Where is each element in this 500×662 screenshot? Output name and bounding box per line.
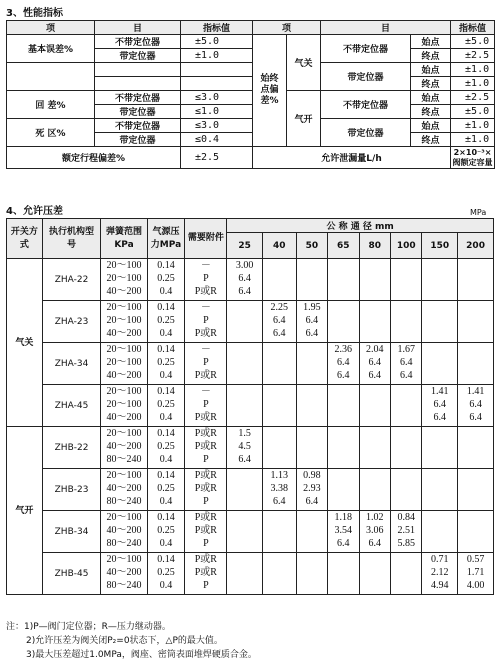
acc-value: P: [203, 580, 209, 591]
pressure-value: 6.4: [337, 357, 350, 368]
air-value: 0.14: [157, 260, 175, 271]
acc-value: P或R: [194, 470, 217, 481]
model-cell: ZHB-23: [42, 469, 101, 511]
air-value: 0.25: [157, 399, 175, 410]
model-cell: ZHA-23: [42, 301, 101, 343]
pressure-value: 6.4: [368, 357, 382, 368]
spring-cell: [101, 343, 147, 385]
acc-value: P: [203, 496, 209, 507]
pressure-value: 0.57: [466, 554, 485, 565]
dn-value-cell: [263, 385, 297, 427]
header-sub: 目: [95, 21, 181, 35]
pressure-value: 1.71: [466, 567, 485, 578]
dn-value-cell: [391, 553, 422, 595]
acc-cell: [185, 259, 227, 301]
acc-cell: [185, 301, 227, 343]
spring-value: 40～200: [106, 441, 142, 452]
acc-value: －: [200, 260, 211, 271]
value: ≤3.0: [181, 119, 253, 133]
label-no-positioner: 不带定位器: [321, 91, 411, 119]
acc-value: P或R: [194, 567, 217, 578]
air-cell: [147, 385, 185, 427]
label-with-positioner: 带定位器: [321, 119, 411, 147]
acc-cell: [185, 385, 227, 427]
pressure-value: 2.51: [397, 525, 415, 536]
spring-value: 80～240: [106, 580, 142, 591]
spring-cell: [101, 385, 147, 427]
pressure-value: 0.84: [397, 512, 415, 523]
header-air-pressure: 气源压力MPa: [147, 219, 185, 259]
air-value: 0.4: [159, 286, 173, 297]
spring-value: 40～200: [106, 483, 142, 494]
spring-value: 40～200: [106, 525, 142, 536]
spring-value: 20～100: [106, 273, 142, 284]
dn-value-cell: [391, 511, 422, 553]
acc-cell: [185, 511, 227, 553]
pressure-value: 2.25: [270, 302, 289, 313]
value: ±1.0: [451, 133, 495, 147]
note-1: 注：1)P—阀门定位器；R—压力继动器。: [6, 622, 171, 632]
acc-value: P或R: [194, 441, 217, 452]
dn-value-cell: [328, 301, 359, 343]
air-value: 0.4: [159, 538, 173, 549]
spring-value: 80～240: [106, 454, 142, 465]
label-no-positioner: 不带定位器: [321, 35, 411, 63]
dn-value-cell: [458, 427, 494, 469]
dn-value-cell: [227, 343, 263, 385]
pressure-value: 4.94: [431, 580, 449, 591]
air-cell: [147, 343, 185, 385]
value: ±2.5: [451, 49, 495, 63]
dn-value-cell: [296, 259, 327, 301]
row-rated-stroke: 额定行程偏差%: [7, 147, 181, 169]
air-cell: [147, 553, 185, 595]
header-dn: 80: [359, 233, 390, 259]
header-item-right: 项: [253, 21, 321, 35]
dn-value-cell: [391, 301, 422, 343]
dn-value-cell: [422, 301, 458, 343]
pressure-value: 1.41: [466, 386, 485, 397]
spring-value: 80～240: [106, 496, 142, 507]
spring-cell: [101, 301, 147, 343]
pressure-value: 3.38: [270, 483, 289, 494]
mode-cell: 气开: [7, 427, 43, 595]
dn-value-cell: [391, 469, 422, 511]
dn-value-cell: [296, 469, 327, 511]
acc-cell: [185, 343, 227, 385]
spring-value: 20～100: [106, 399, 142, 410]
dn-value-cell: [359, 343, 390, 385]
acc-value: －: [200, 344, 211, 355]
pressure-value: 3.06: [366, 525, 384, 536]
spring-cell: [101, 259, 147, 301]
air-value: 0.25: [157, 441, 175, 452]
label-no-positioner: 不带定位器: [95, 91, 181, 105]
pressure-value: 0.71: [431, 554, 449, 565]
acc-value: P: [203, 315, 209, 326]
acc-cell: [185, 469, 227, 511]
pressure-value: 6.4: [273, 315, 286, 326]
model-cell: ZHB-34: [42, 511, 101, 553]
dn-value-cell: [227, 259, 263, 301]
dn-value-cell: [296, 511, 327, 553]
acc-value: －: [200, 302, 211, 313]
pressure-value: 2.93: [303, 483, 321, 494]
dn-value-cell: [359, 259, 390, 301]
value: ≤0.4: [181, 133, 253, 147]
air-cell: [147, 427, 185, 469]
label-no-positioner: 不带定位器: [95, 35, 181, 49]
label-end: 终点: [411, 49, 451, 63]
value: ±5.0: [451, 35, 495, 49]
value: ≤1.0: [181, 105, 253, 119]
dn-value-cell: [422, 427, 458, 469]
label-air-open: 气开: [287, 91, 321, 147]
pressure-value: 6.4: [305, 328, 319, 339]
header-value-right: 指标值: [451, 21, 495, 35]
label-start: 始点: [411, 91, 451, 105]
dn-value-cell: [391, 259, 422, 301]
acc-value: P或R: [194, 286, 217, 297]
spring-cell: [101, 553, 147, 595]
spring-value: 20～100: [106, 315, 142, 326]
pressure-value: 2.36: [334, 344, 353, 355]
header-dn: 150: [422, 233, 458, 259]
pressure-value: 6.4: [368, 538, 382, 549]
dn-value-cell: [359, 469, 390, 511]
spring-value: 40～200: [106, 567, 142, 578]
dn-value-cell: [328, 511, 359, 553]
value: ±1.0: [451, 119, 495, 133]
air-value: 0.25: [157, 357, 175, 368]
spring-value: 20～100: [106, 260, 142, 271]
acc-value: P或R: [194, 512, 217, 523]
spring-value: 20～100: [106, 512, 142, 523]
pressure-value: 1.13: [270, 470, 289, 481]
dn-value-cell: [296, 427, 327, 469]
dn-value-cell: [328, 259, 359, 301]
spring-value: 20～100: [106, 554, 142, 565]
pressure-value: 3.54: [334, 525, 353, 536]
value: ±1.0: [181, 49, 253, 63]
spring-value: 20～100: [106, 470, 142, 481]
pressure-value: 6.4: [469, 399, 482, 410]
label-no-positioner: 不带定位器: [95, 119, 181, 133]
dn-value-cell: [458, 343, 494, 385]
header-switch-mode: 开关方式: [7, 219, 43, 259]
label-start: 始点: [411, 63, 451, 77]
label-start: 始点: [411, 119, 451, 133]
spring-value: 40～200: [106, 286, 142, 297]
dn-value-cell: [296, 553, 327, 595]
section-title-performance: 3、性能指标: [6, 8, 63, 19]
spring-value: 20～100: [106, 357, 142, 368]
air-value: 0.25: [157, 483, 175, 494]
value: ±1.0: [451, 77, 495, 91]
model-cell: ZHA-22: [42, 259, 101, 301]
air-cell: [147, 259, 185, 301]
value: ≤3.0: [181, 91, 253, 105]
pressure-value: 6.4: [238, 454, 251, 465]
value-leakage: 2×10⁻³×阀额定容量: [452, 147, 493, 167]
dn-value-cell: [391, 343, 422, 385]
label-with-positioner: 带定位器: [321, 63, 411, 91]
value: ±5.0: [181, 35, 253, 49]
pressure-value: 1.95: [303, 302, 321, 313]
label-air-close: 气关: [287, 35, 321, 91]
header-value: 指标值: [181, 21, 253, 35]
acc-cell: [185, 553, 227, 595]
acc-value: －: [200, 386, 211, 397]
label-end: 终点: [411, 105, 451, 119]
value: ±1.0: [451, 63, 495, 77]
pressure-value: 6.4: [469, 412, 482, 423]
dn-value-cell: [391, 427, 422, 469]
row-basic-error: 基本误差%: [7, 35, 95, 63]
header-spring-range: 弹簧范围KPa: [101, 219, 147, 259]
pressure-value: 6.4: [273, 328, 286, 339]
pressure-value: 6.4: [433, 399, 447, 410]
air-value: 0.4: [159, 370, 173, 381]
dn-value-cell: [359, 427, 390, 469]
air-value: 0.14: [157, 386, 175, 397]
pressure-value: 2.04: [366, 344, 384, 355]
air-value: 0.25: [157, 567, 175, 578]
dn-value-cell: [359, 511, 390, 553]
dn-value-cell: [263, 301, 297, 343]
note-3: 3)最大压差超过1.0MPa，阀座、密筒表面堆焊硬质合金。: [26, 650, 257, 660]
label-end-point-deviation: 始终点偏差%: [253, 35, 287, 147]
pressure-value: 6.4: [433, 412, 447, 423]
acc-value: P: [203, 399, 209, 410]
value: ±2.5: [451, 91, 495, 105]
header-nominal-diameter: 公 称 通 径 mm: [227, 219, 494, 233]
acc-value: P或R: [194, 370, 217, 381]
note-2: 2)允许压差为阀关闭P₂=0状态下，△P的最大值。: [26, 636, 223, 646]
pressure-value: 2.12: [431, 567, 449, 578]
pressure-value: 6.4: [238, 273, 251, 284]
label-leakage: 允许泄漏量L/h: [253, 147, 451, 169]
notes: [6, 620, 257, 662]
spring-value: 40～200: [106, 328, 142, 339]
dn-value-cell: [422, 511, 458, 553]
dn-value-cell: [422, 259, 458, 301]
model-cell: ZHA-45: [42, 385, 101, 427]
header-item: 项: [7, 21, 95, 35]
spring-value: 40～200: [106, 370, 142, 381]
dn-value-cell: [458, 553, 494, 595]
air-value: 0.25: [157, 315, 175, 326]
dn-value-cell: [296, 301, 327, 343]
dn-value-cell: [458, 301, 494, 343]
label-end: 终点: [411, 133, 451, 147]
dn-value-cell: [391, 385, 422, 427]
performance-table: [6, 20, 495, 169]
value: ±2.5: [181, 147, 253, 169]
dn-value-cell: [227, 511, 263, 553]
header-dn: 200: [458, 233, 494, 259]
acc-value: P或R: [194, 554, 217, 565]
air-value: 0.4: [159, 496, 173, 507]
dn-value-cell: [359, 301, 390, 343]
pressure-value: 6.4: [399, 357, 413, 368]
header-dn: 100: [391, 233, 422, 259]
dn-value-cell: [458, 385, 494, 427]
label-with-positioner: 带定位器: [95, 133, 181, 147]
dn-value-cell: [359, 553, 390, 595]
dn-value-cell: [227, 301, 263, 343]
spring-value: 40～200: [106, 412, 142, 423]
pressure-value: 6.4: [238, 286, 251, 297]
dn-value-cell: [328, 469, 359, 511]
pressure-value: 1.18: [334, 512, 353, 523]
value: ±5.0: [451, 105, 495, 119]
pressure-value: 6.4: [337, 538, 350, 549]
label-with-positioner: 带定位器: [95, 105, 181, 119]
pressure-value: 6.4: [273, 496, 286, 507]
mode-cell: 气关: [7, 259, 43, 427]
air-value: 0.14: [157, 302, 175, 313]
header-accessory: 需要附件: [185, 219, 227, 259]
air-value: 0.14: [157, 428, 175, 439]
header-dn: 50: [296, 233, 327, 259]
unit-label: MPa: [470, 208, 487, 217]
header-dn: 65: [328, 233, 359, 259]
dn-value-cell: [458, 259, 494, 301]
dn-value-cell: [328, 343, 359, 385]
dn-value-cell: [263, 511, 297, 553]
pressure-value: 1.02: [366, 512, 384, 523]
pressure-value: 3.00: [235, 260, 254, 271]
spring-cell: [101, 427, 147, 469]
dn-value-cell: [422, 343, 458, 385]
model-cell: ZHB-22: [42, 427, 101, 469]
air-value: 0.14: [157, 554, 175, 565]
air-value: 0.4: [159, 580, 173, 591]
spring-cell: [101, 469, 147, 511]
model-cell: ZHB-45: [42, 553, 101, 595]
pressure-value: 5.85: [397, 538, 415, 549]
header-dn: 25: [227, 233, 263, 259]
pressure-value: 6.4: [305, 496, 319, 507]
section-title-pressure: 4、允许压差: [6, 206, 63, 217]
dn-value-cell: [328, 427, 359, 469]
pressure-value: 6.4: [337, 370, 350, 381]
acc-value: P或R: [194, 328, 217, 339]
dn-value-cell: [263, 427, 297, 469]
air-cell: [147, 511, 185, 553]
row-backlash: 回 差%: [7, 91, 95, 119]
dn-value-cell: [263, 553, 297, 595]
acc-cell: [185, 427, 227, 469]
header-dn: 40: [263, 233, 297, 259]
dn-value-cell: [328, 553, 359, 595]
acc-value: P或R: [194, 412, 217, 423]
pressure-value: 4.5: [238, 441, 251, 452]
spring-value: 80～240: [106, 538, 142, 549]
dn-value-cell: [227, 553, 263, 595]
acc-value: P或R: [194, 428, 217, 439]
pressure-value: 6.4: [399, 370, 413, 381]
acc-value: P或R: [194, 525, 217, 536]
pressure-value: 6.4: [305, 315, 319, 326]
row-dead-zone: 死 区%: [7, 119, 95, 147]
dn-value-cell: [227, 385, 263, 427]
dn-value-cell: [296, 385, 327, 427]
label-with-positioner: 带定位器: [95, 49, 181, 63]
dn-value-cell: [263, 469, 297, 511]
dn-value-cell: [422, 385, 458, 427]
air-value: 0.4: [159, 412, 173, 423]
air-value: 0.14: [157, 344, 175, 355]
dn-value-cell: [227, 427, 263, 469]
dn-value-cell: [359, 385, 390, 427]
acc-value: P: [203, 538, 209, 549]
acc-value: P: [203, 273, 209, 284]
spring-value: 20～100: [106, 386, 142, 397]
spring-value: 20～100: [106, 344, 142, 355]
dn-value-cell: [328, 385, 359, 427]
spring-value: 20～100: [106, 302, 142, 313]
air-value: 0.14: [157, 512, 175, 523]
pressure-value: 1.5: [238, 428, 251, 439]
dn-value-cell: [422, 469, 458, 511]
dn-value-cell: [458, 469, 494, 511]
pressure-table: [6, 218, 494, 595]
acc-value: P: [203, 357, 209, 368]
header-sub-right: 目: [321, 21, 451, 35]
label-end: 终点: [411, 77, 451, 91]
dn-value-cell: [227, 469, 263, 511]
dn-value-cell: [422, 553, 458, 595]
label-start: 始点: [411, 35, 451, 49]
acc-value: P或R: [194, 483, 217, 494]
acc-value: P: [203, 454, 209, 465]
pressure-value: 4.00: [466, 580, 485, 591]
pressure-value: 6.4: [368, 370, 382, 381]
air-value: 0.14: [157, 470, 175, 481]
dn-value-cell: [296, 343, 327, 385]
air-value: 0.25: [157, 525, 175, 536]
spring-value: 20～100: [106, 428, 142, 439]
pressure-value: 1.67: [397, 344, 415, 355]
air-value: 0.4: [159, 454, 173, 465]
air-cell: [147, 301, 185, 343]
air-value: 0.4: [159, 328, 173, 339]
dn-value-cell: [263, 343, 297, 385]
model-cell: ZHA-34: [42, 343, 101, 385]
pressure-value: 1.41: [431, 386, 449, 397]
header-actuator-model: 执行机构型号: [42, 219, 101, 259]
air-value: 0.25: [157, 273, 175, 284]
dn-value-cell: [458, 511, 494, 553]
pressure-value: 0.98: [303, 470, 321, 481]
dn-value-cell: [263, 259, 297, 301]
spring-cell: [101, 511, 147, 553]
air-cell: [147, 469, 185, 511]
